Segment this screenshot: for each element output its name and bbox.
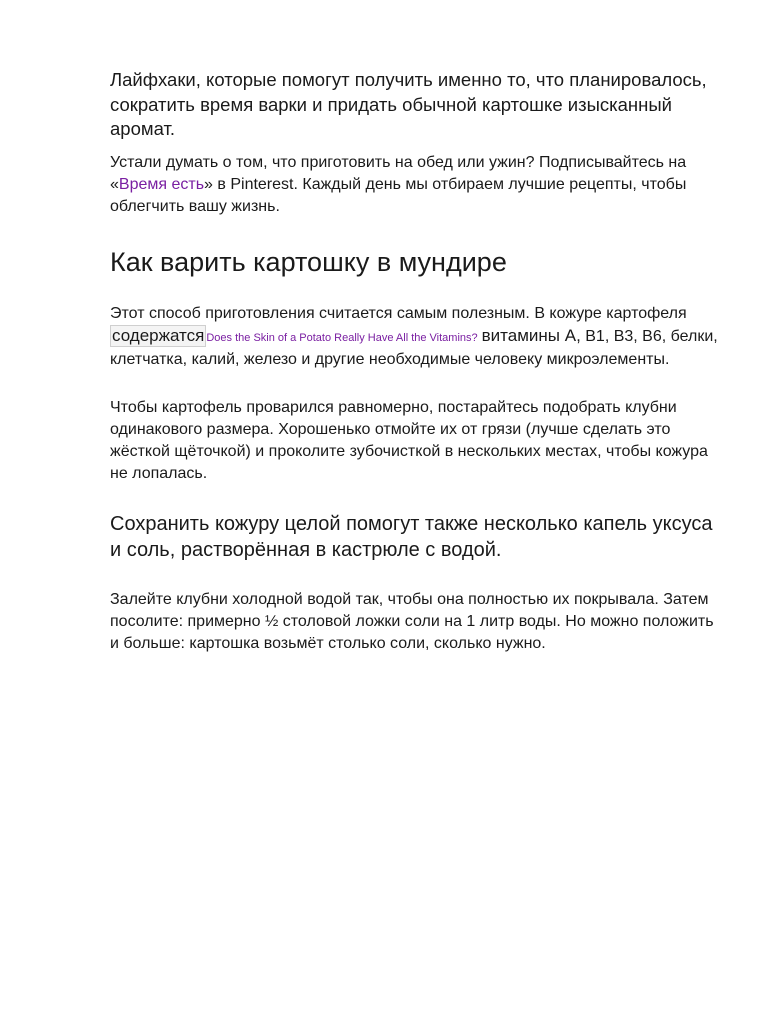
pull-quote: Сохранить кожуру целой помогут также несколько капель уксуса и соль, растворённая в кастрюле с водой.	[110, 512, 713, 561]
paragraph-nutrition	[110, 303, 722, 371]
pinterest-board-link[interactable]: Время есть	[118, 175, 205, 193]
paragraph-nutrition-intro: Этот способ приготовления считается самым полезным. В кожуре картофеля	[110, 304, 687, 322]
section-heading: Как варить картошку в мундире	[110, 246, 507, 277]
promo-text-after: » в Pinterest. Каждый день мы отбираем лучшие рецепты, чтобы облегчить вашу жизнь.	[110, 175, 687, 215]
article-lead: Лайфхаки, которые помогут получить именно то, что планировалось, сократить время варки и придать обычной картошке изысканный аромат.	[110, 69, 707, 139]
paragraph-nutrition-vitamins: витамины А,	[481, 325, 581, 345]
promo-text-before: Устали думать о том, что приготовить на обед или ужин? Подписывайтесь на «	[110, 153, 687, 193]
article-body	[110, 68, 722, 681]
paragraph-salting: Залейте клубни холодной водой так, чтобы она полностью их покрывала. Затем посолите: примерно ½ столовой ложки соли на 1 литр воды. Но можно положить и больше: картошка возьмёт столько соли, сколько нужно.	[110, 590, 714, 652]
citation-link[interactable]: Does the Skin of a Potato Really Have All the Vitamins?	[206, 331, 478, 344]
paragraph-nutrition-rest: В1, В3, В6, белки, клетчатка, калий, железо и другие необходимые человеку микроэлементы.	[110, 327, 718, 368]
pinterest-promo	[110, 152, 722, 218]
highlighted-term[interactable]: содержатся	[112, 325, 205, 345]
paragraph-preparation: Чтобы картофель проварился равномерно, постарайтесь подобрать клубни одинакового размера. Хорошенько отмойте их от грязи (лучше сделать это жёсткой щёточкой) и проколите зубочисткой в нескольких местах, чтобы кожура не лопалась.	[110, 398, 708, 482]
